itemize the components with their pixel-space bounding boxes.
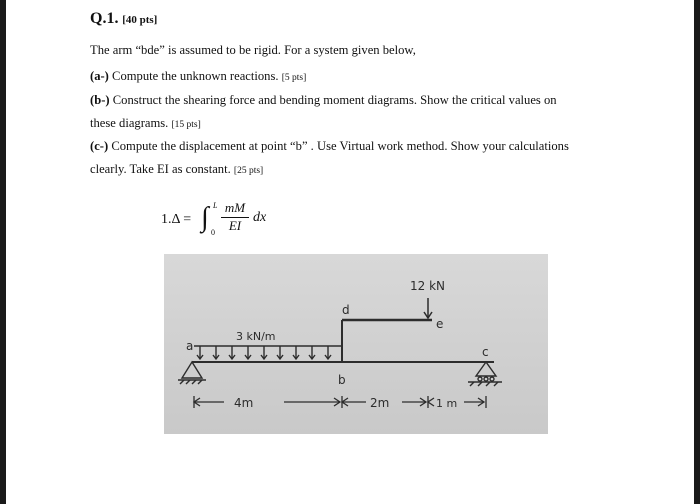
part-b-text: Construct the shearing force and bending moment diagrams. Show the critical values on [112,93,557,107]
part-b-label: (b-) [90,93,110,107]
roller-support-c [468,362,502,386]
question-title [90,10,157,28]
virtual-work-formula [161,200,281,246]
point-e-label: e [436,317,444,331]
distributed-load-arrows [194,346,342,359]
point-a-label: a [186,339,194,353]
dimension-2m: 2m [370,396,390,410]
part-b [90,93,557,108]
distributed-load-label: 3 kN/m [236,330,276,343]
pin-support-a [178,362,206,384]
beam-sketch-photo [164,254,548,434]
formula-fraction [221,200,249,234]
part-b-continuation: these diagrams. [90,116,169,130]
integral-upper-limit: L [213,201,218,210]
point-c-label: c [482,345,489,359]
dimension-1m: 1 m [436,397,458,410]
point-d-label: d [342,303,350,317]
part-c-label: (c-) [90,139,109,153]
intro-text: The arm “bde” is assumed to be rigid. For a system given below, [90,43,416,57]
integral-sign: ∫ [201,202,209,233]
part-b-points: [15 pts] [171,120,201,130]
part-c-continuation: clearly. Take EI as constant. [90,162,231,176]
part-a-label: (a-) [90,69,109,83]
question-number: Q.1. [90,10,119,27]
point-b-label: b [338,373,346,387]
integral-lower-limit: 0 [211,228,215,237]
part-c [90,139,569,154]
formula-lhs: 1.Δ = [161,212,192,227]
part-c-points: [25 pts] [233,166,264,176]
point-load-label: 12 kN [410,279,446,293]
beam-sketch [164,254,548,434]
formula-differential: dx [253,210,267,225]
part-b-continued [90,116,201,131]
part-a [90,69,306,84]
part-a-text: Compute the unknown reactions. [112,69,279,83]
formula-denominator: EI [228,218,242,233]
part-c-text: Compute the displacement at point “b” . Use Virtual work method. Show your calculations [111,139,569,153]
part-c-continued [90,162,263,177]
dimension-4m: 4m [234,396,254,410]
formula-numerator: mM [221,200,249,218]
part-a-points: [5 pts] [281,73,307,83]
question-points: [40 pts] [122,14,158,26]
document-page [6,0,694,504]
